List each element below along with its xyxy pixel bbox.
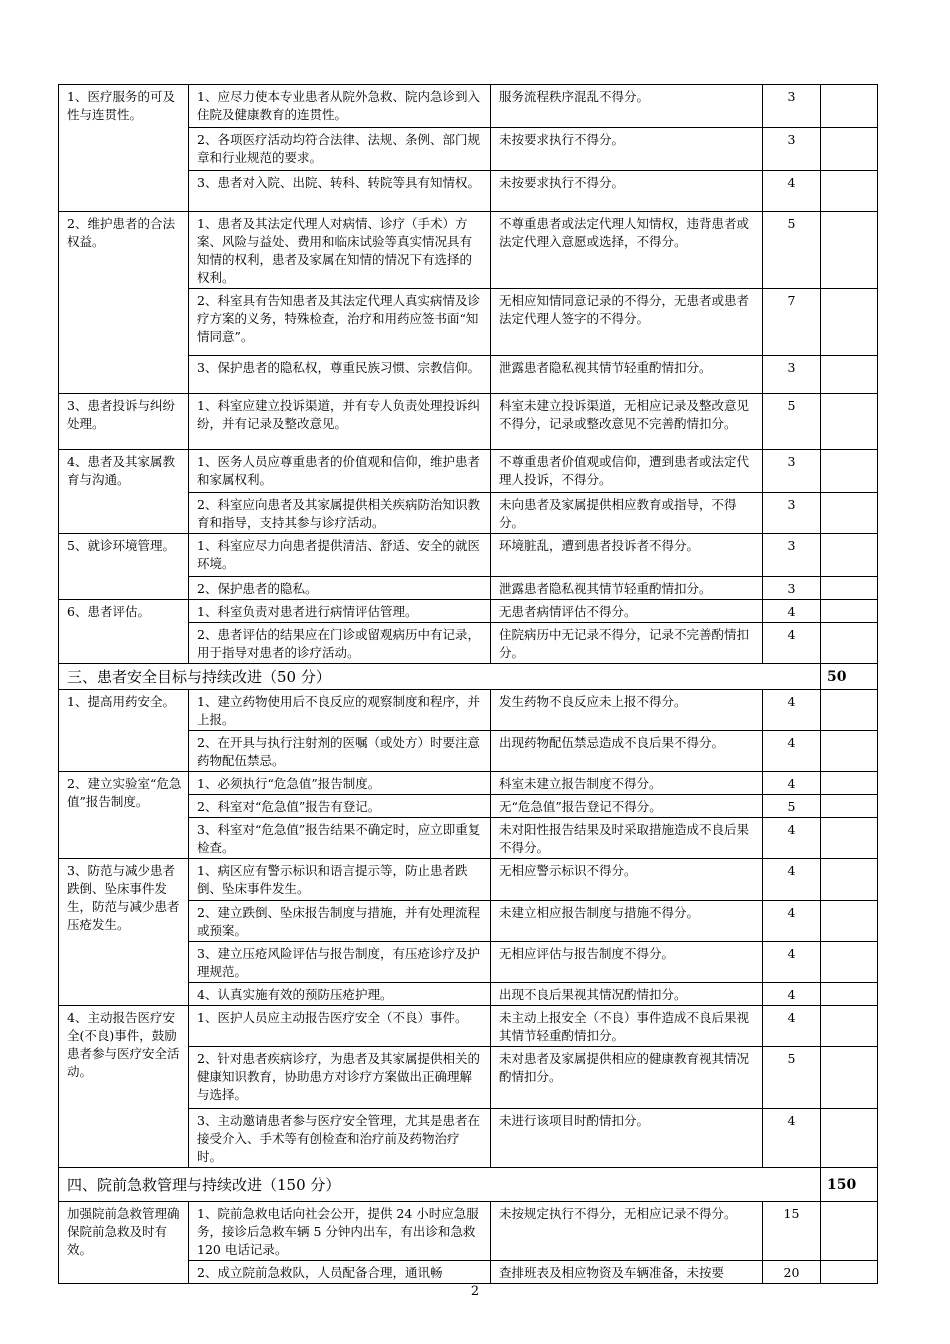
criteria-cell: 科室未建立投诉渠道，无相应记录及整改意见不得分，记录或整改意见不完善酌情扣分。 xyxy=(491,394,763,450)
actual-score-cell xyxy=(821,356,878,394)
actual-score-cell xyxy=(821,85,878,128)
score-cell: 3 xyxy=(763,450,821,493)
standard-cell: 2、患者评估的结果应在门诊或留观病历中有记录，用于指导对患者的诊疗活动。 xyxy=(189,623,491,664)
actual-score-cell xyxy=(821,171,878,212)
item-title: 4、患者及其家属教育与沟通。 xyxy=(59,450,189,534)
standard-cell: 2、针对患者疾病诊疗，为患者及其家属提供相关的健康知识教育，协助患方对诊疗方案做出正确理解与选择。 xyxy=(189,1047,491,1109)
table-row xyxy=(59,450,878,493)
standard-cell: 1、必须执行“危急值”报告制度。 xyxy=(189,772,491,795)
actual-score-cell xyxy=(821,942,878,983)
standard-cell: 1、科室应建立投诉渠道，并有专人负责处理投诉纠纷，并有记录及整改意见。 xyxy=(189,394,491,450)
section-header-row xyxy=(59,1168,878,1202)
criteria-cell: 未对阳性报告结果及时采取措施造成不良后果不得分。 xyxy=(491,818,763,859)
section-total: 150 xyxy=(821,1168,878,1202)
score-cell: 4 xyxy=(763,1006,821,1047)
item-title: 3、患者投诉与纠纷处理。 xyxy=(59,394,189,450)
standard-cell: 1、病区应有警示标识和语言提示等，防止患者跌倒、坠床事件发生。 xyxy=(189,859,491,901)
criteria-cell: 不尊重患者价值观或信仰，遭到患者或法定代理人投诉，不得分。 xyxy=(491,450,763,493)
standard-cell: 1、应尽力使本专业患者从院外急救、院内急诊到入住院及健康教育的连贯性。 xyxy=(189,85,491,128)
score-cell: 4 xyxy=(763,772,821,795)
score-cell: 3 xyxy=(763,493,821,534)
actual-score-cell xyxy=(821,128,878,171)
score-cell: 3 xyxy=(763,534,821,577)
actual-score-cell xyxy=(821,1109,878,1168)
score-cell: 5 xyxy=(763,795,821,818)
criteria-cell: 未按规定执行不得分，无相应记录不得分。 xyxy=(491,1202,763,1261)
actual-score-cell xyxy=(821,212,878,289)
criteria-cell: 无相应知情同意记录的不得分，无患者或患者法定代理人签字的不得分。 xyxy=(491,289,763,356)
table-row xyxy=(59,600,878,623)
criteria-cell: 环境脏乱，遭到患者投诉者不得分。 xyxy=(491,534,763,577)
actual-score-cell xyxy=(821,1006,878,1047)
criteria-cell: 泄露患者隐私视其情节轻重酌情扣分。 xyxy=(491,577,763,600)
section-title: 四、院前急救管理与持续改进（150 分） xyxy=(59,1168,821,1202)
criteria-cell: 未进行该项目时酌情扣分。 xyxy=(491,1109,763,1168)
actual-score-cell xyxy=(821,818,878,859)
actual-score-cell xyxy=(821,795,878,818)
actual-score-cell xyxy=(821,983,878,1006)
table-row xyxy=(59,690,878,731)
actual-score-cell xyxy=(821,493,878,534)
standard-cell: 1、院前急救电话向社会公开，提供 24 小时应急服务，接诊后急救车辆 5 分钟内出车，有出诊和急救 120 电话记录。 xyxy=(189,1202,491,1261)
score-cell: 4 xyxy=(763,818,821,859)
actual-score-cell xyxy=(821,731,878,772)
actual-score-cell xyxy=(821,1047,878,1109)
item-title: 2、维护患者的合法权益。 xyxy=(59,212,189,394)
table-row xyxy=(59,394,878,450)
score-cell: 3 xyxy=(763,577,821,600)
standard-cell: 2、各项医疗活动均符合法律、法规、条例、部门规章和行业规范的要求。 xyxy=(189,128,491,171)
standard-cell: 4、认真实施有效的预防压疮护理。 xyxy=(189,983,491,1006)
score-cell: 4 xyxy=(763,1109,821,1168)
standard-cell: 3、主动邀请患者参与医疗安全管理，尤其是患者在接受介入、手术等有创检查和治疗前及药物治疗时。 xyxy=(189,1109,491,1168)
criteria-cell: 住院病历中无记录不得分，记录不完善酌情扣分。 xyxy=(491,623,763,664)
score-cell: 4 xyxy=(763,859,821,901)
criteria-cell: 发生药物不良反应未上报不得分。 xyxy=(491,690,763,731)
score-cell: 4 xyxy=(763,983,821,1006)
criteria-cell: 不尊重患者或法定代理人知情权，违背患者或法定代理入意愿或选择，不得分。 xyxy=(491,212,763,289)
criteria-cell: 未对患者及家属提供相应的健康教育视其情况酌情扣分。 xyxy=(491,1047,763,1109)
item-title: 5、就诊环境管理。 xyxy=(59,534,189,600)
actual-score-cell xyxy=(821,534,878,577)
criteria-cell: 泄露患者隐私视其情节轻重酌情扣分。 xyxy=(491,356,763,394)
actual-score-cell xyxy=(821,901,878,942)
criteria-cell: 无患者病情评估不得分。 xyxy=(491,600,763,623)
score-cell: 20 xyxy=(763,1261,821,1284)
criteria-cell: 未主动上报安全（不良）事件造成不良后果视其情节轻重酌情扣分。 xyxy=(491,1006,763,1047)
criteria-cell: 出现不良后果视其情况酌情扣分。 xyxy=(491,983,763,1006)
actual-score-cell xyxy=(821,690,878,731)
table-row xyxy=(59,85,878,128)
actual-score-cell xyxy=(821,289,878,356)
standard-cell: 2、保护患者的隐私。 xyxy=(189,577,491,600)
item-title: 2、建立实验室“危急值”报告制度。 xyxy=(59,772,189,859)
item-title: 1、提高用药安全。 xyxy=(59,690,189,772)
standard-cell: 1、医务人员应尊重患者的价值观和信仰，维护患者和家属权利。 xyxy=(189,450,491,493)
score-cell: 4 xyxy=(763,623,821,664)
criteria-cell: 无相应警示标识不得分。 xyxy=(491,859,763,901)
criteria-cell: 未向患者及家属提供相应教育或指导，不得分。 xyxy=(491,493,763,534)
item-title: 1、医疗服务的可及性与连贯性。 xyxy=(59,85,189,212)
criteria-cell: 未按要求执行不得分。 xyxy=(491,128,763,171)
score-cell: 3 xyxy=(763,356,821,394)
criteria-cell: 未按要求执行不得分。 xyxy=(491,171,763,212)
actual-score-cell xyxy=(821,859,878,901)
item-title: 4、主动报告医疗安全(不良)事件，鼓励患者参与医疗安全活动。 xyxy=(59,1006,189,1168)
standard-cell: 3、保护患者的隐私权，尊重民族习惯、宗教信仰。 xyxy=(189,356,491,394)
actual-score-cell xyxy=(821,623,878,664)
standard-cell: 3、患者对入院、出院、转科、转院等具有知情权。 xyxy=(189,171,491,212)
item-title: 3、防范与减少患者跌倒、坠床事件发生，防范与减少患者压疮发生。 xyxy=(59,859,189,1006)
actual-score-cell xyxy=(821,394,878,450)
standard-cell: 1、科室应尽力向患者提供清洁、舒适、安全的就医环境。 xyxy=(189,534,491,577)
score-cell: 5 xyxy=(763,1047,821,1109)
standard-cell: 1、建立药物使用后不良反应的观察制度和程序，并上报。 xyxy=(189,690,491,731)
standard-cell: 2、成立院前急救队，人员配备合理，通讯畅 xyxy=(189,1261,491,1284)
actual-score-cell xyxy=(821,772,878,795)
standard-cell: 2、科室对“危急值”报告有登记。 xyxy=(189,795,491,818)
standard-cell: 1、患者及其法定代理人对病情、诊疗（手术）方案、风险与益处、费用和临床试验等真实情况具有知情的权利，患者及家属在知情的情况下有选择的权利。 xyxy=(189,212,491,289)
table-row xyxy=(59,1202,878,1261)
score-cell: 5 xyxy=(763,394,821,450)
actual-score-cell xyxy=(821,600,878,623)
actual-score-cell xyxy=(821,1202,878,1261)
criteria-cell: 出现药物配伍禁忌造成不良后果不得分。 xyxy=(491,731,763,772)
criteria-cell: 查排班表及相应物资及车辆准备，未按要 xyxy=(491,1261,763,1284)
criteria-cell: 无“危急值”报告登记不得分。 xyxy=(491,795,763,818)
criteria-cell: 服务流程秩序混乱不得分。 xyxy=(491,85,763,128)
table-row xyxy=(59,772,878,795)
score-cell: 5 xyxy=(763,212,821,289)
actual-score-cell xyxy=(821,450,878,493)
item-title: 6、患者评估。 xyxy=(59,600,189,664)
standard-cell: 3、科室对“危急值”报告结果不确定时，应立即重复检查。 xyxy=(189,818,491,859)
standard-cell: 2、建立跌倒、坠床报告制度与措施，并有处理流程或预案。 xyxy=(189,901,491,942)
score-cell: 4 xyxy=(763,942,821,983)
table-row xyxy=(59,1006,878,1047)
score-cell: 4 xyxy=(763,690,821,731)
score-cell: 4 xyxy=(763,901,821,942)
standard-cell: 3、建立压疮风险评估与报告制度，有压疮诊疗及护理规范。 xyxy=(189,942,491,983)
standard-cell: 2、在开具与执行注射剂的医嘱（或处方）时要注意药物配伍禁忌。 xyxy=(189,731,491,772)
actual-score-cell xyxy=(821,1261,878,1284)
score-cell: 3 xyxy=(763,85,821,128)
item-title: 加强院前急救管理确保院前急救及时有效。 xyxy=(59,1202,189,1284)
page-number: 2 xyxy=(470,1284,480,1299)
table-row xyxy=(59,859,878,901)
criteria-cell: 无相应评估与报告制度不得分。 xyxy=(491,942,763,983)
evaluation-table-body xyxy=(59,85,878,1284)
score-cell: 15 xyxy=(763,1202,821,1261)
evaluation-table xyxy=(58,84,878,1284)
score-cell: 4 xyxy=(763,731,821,772)
section-total: 50 xyxy=(821,664,878,690)
score-cell: 4 xyxy=(763,600,821,623)
score-cell: 7 xyxy=(763,289,821,356)
table-row xyxy=(59,534,878,577)
score-cell: 3 xyxy=(763,128,821,171)
criteria-cell: 科室未建立报告制度不得分。 xyxy=(491,772,763,795)
standard-cell: 1、科室负责对患者进行病情评估管理。 xyxy=(189,600,491,623)
actual-score-cell xyxy=(821,577,878,600)
standard-cell: 2、科室应向患者及其家属提供相关疾病防治知识教育和指导，支持其参与诊疗活动。 xyxy=(189,493,491,534)
standard-cell: 1、医护人员应主动报告医疗安全（不良）事件。 xyxy=(189,1006,491,1047)
section-header-row xyxy=(59,664,878,690)
table-row xyxy=(59,212,878,289)
standard-cell: 2、科室具有告知患者及其法定代理人真实病情及诊疗方案的义务，特殊检查，治疗和用药应签书面“知情同意”。 xyxy=(189,289,491,356)
criteria-cell: 未建立相应报告制度与措施不得分。 xyxy=(491,901,763,942)
section-title: 三、患者安全目标与持续改进（50 分） xyxy=(59,664,821,690)
score-cell: 4 xyxy=(763,171,821,212)
